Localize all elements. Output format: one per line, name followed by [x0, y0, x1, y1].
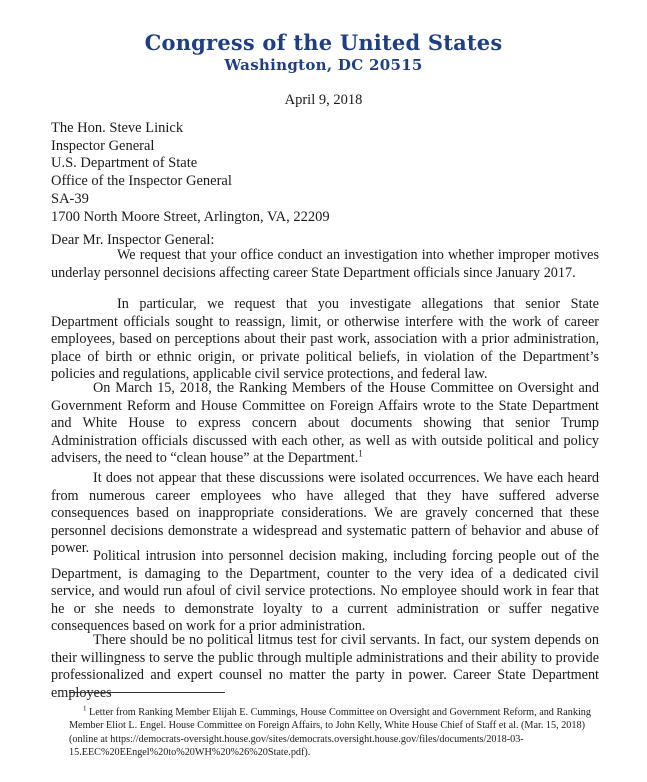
- paragraph-text: On March 15, 2018, the Ranking Members of the House Committee on Oversight and Government Reform and House Committee on Foreign Affairs wrote to the State Department and White House to express concern about documents showing that senior Trump Administration officials discussed with each other, as well as with outside political and policy advisers, the need to “clean house” at the Department.: [51, 380, 599, 467]
- body-paragraph: Political intrusion into personnel decision making, including forcing people out of the Department, is damaging to the Department, counter to the very idea of a dedicated civil service, and would run afoul of civil service protections. No employee should work in fear that he or she needs to demonstrate loyalty to a current administration or suffer negative consequences based on work for a prior administration.: [51, 548, 599, 635]
- body-paragraph: In particular, we request that you investigate allegations that senior State Department officials sought to reassign, limit, or otherwise interfere with the work of career employees, based on perceptions about their past work, association with a prior administration, place of birth or ethnic origin, or private political beliefs, in violation of the Department’s policies and regulations, applicable civil service protections, and federal law.: [51, 296, 599, 383]
- address-line: U.S. Department of State: [51, 155, 198, 172]
- footnote-marker: 1: [358, 448, 363, 459]
- recipient-address: [51, 120, 330, 226]
- footnote: [69, 706, 609, 759]
- body-paragraph: We request that your office conduct an investigation into whether improper motives underlay personnel decisions affecting career State Department officials since January 2017.: [51, 247, 599, 281]
- body-paragraph: There should be no political litmus test for civil servants. In fact, our system depends on their willingness to serve the public through multiple administrations and their ability to provide professionalized and expert counsel no matter the party in power. Career State Department employees: [51, 632, 599, 701]
- salutation: Dear Mr. Inspector General:: [51, 232, 215, 248]
- address-line: 1700 North Moore Street, Arlington, VA, 22209: [51, 208, 330, 225]
- letterhead-city: Washington, DC 20515: [224, 56, 423, 74]
- footnote-number: 1: [83, 704, 87, 713]
- body-paragraph: It does not appear that these discussions were isolated occurrences. We have each heard from numerous career employees who have alleged that they have suffered adverse consequences based on inappropriate considerations. We are gravely concerned that these personnel decisions demonstrate a widespread and systematic pattern of behavior and abuse of power.: [51, 470, 599, 557]
- address-line: Inspector General: [51, 137, 155, 154]
- address-line: The Hon. Steve Linick: [51, 120, 184, 136]
- address-line: Office of the Inspector General: [51, 173, 232, 190]
- footnote-divider: [69, 692, 225, 693]
- footnote-text: Letter from Ranking Member Elijah E. Cummings, House Committee on Oversight and Government Reform, and Ranking Member Eliot L. Engel. House Committee on Foreign Affairs, to John Kelly, White House Chief of Staff et al. (Mar. 15, 2018) (online at https://democrats-oversight.house.gov/sites/democrats.oversight.house.gov/files/documents/2018-03-15.EEC%20EEngel%20to%20WH%20%26%20State.pdf).: [69, 707, 591, 758]
- letterhead-title: Congress of the United States: [144, 30, 503, 55]
- letter-date: April 9, 2018: [284, 92, 363, 108]
- body-paragraph: [51, 380, 599, 468]
- address-line: SA-39: [51, 190, 89, 207]
